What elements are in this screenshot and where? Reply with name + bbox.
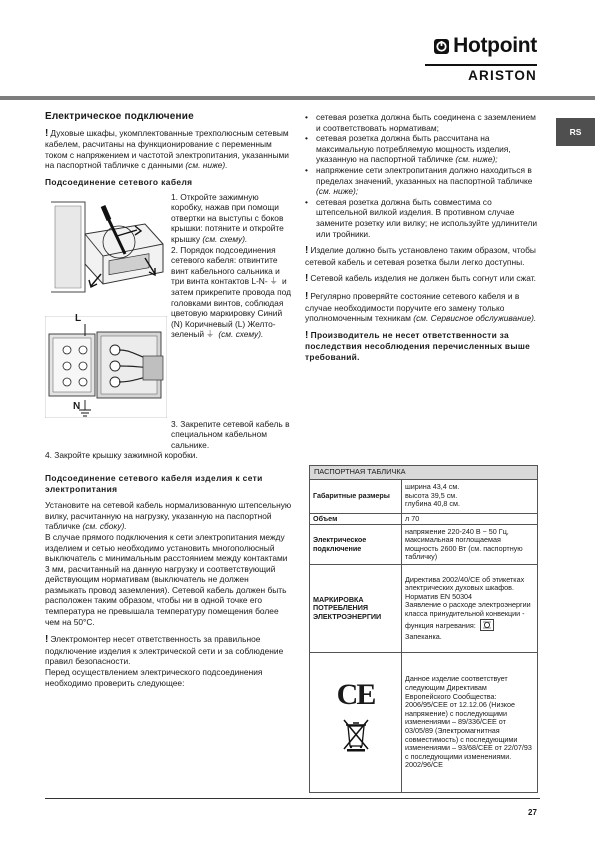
- cable-steps-text: [171, 192, 292, 340]
- figure-label-n: N: [73, 400, 81, 412]
- brand-sub: ARISTON: [425, 64, 537, 83]
- check-paragraph: Перед осуществлением электрического подсоединения необходимо проверить следующее:: [45, 667, 263, 688]
- notice-bent: ! Сетевой кабель изделия не должен быть согнут или сжат.: [305, 273, 536, 285]
- subsection-title-mains: Подсоединение сетевого кабеля изделия к сети электропитания: [45, 472, 263, 494]
- footer-rule: [45, 798, 540, 799]
- brand-name: Hotpoint: [453, 34, 537, 57]
- check-list: [305, 112, 538, 239]
- warning-mark-icon: !: [45, 127, 49, 139]
- warning-mark-icon: !: [305, 273, 309, 285]
- intro-paragraph: ! Духовые шкафы, укомплектованные трехполюсным сетевым кабелем, расчитаны на функционирование с переменным током с напряжением и частотой электропитания, указанными на паспортной табличке с данными (см. ниже).: [45, 127, 289, 171]
- electrician-paragraph: ! Электромонтер несет ответственность за правильное подключение изделия к электрической сети и за соблюдение правил безопасности.: [45, 634, 284, 667]
- section-title: Електрическое подключение: [45, 111, 194, 122]
- terminal-box-figure: [45, 194, 167, 300]
- warning-mark-icon: !: [305, 329, 309, 341]
- warning-mark-icon: !: [305, 245, 309, 257]
- table-row: Электрическое подключение напряжение 220-240 В ~ 50 Гц, максимальная поглощаемая мощность 2600 Вт (см. паспортную табличку): [310, 525, 538, 565]
- left-column: [45, 112, 292, 688]
- figure-row: [45, 192, 292, 429]
- table-row: CE Данное изделие соответствует следующим Директивам Европейского Сообщества: 2006/95/CEE от 12.12.06 (Низкое напряжение) с последующими изменениями – 89/336/CEE от 03/05/89 (Электромагнитная совместимость) с последующими изменениями – 93/68/CEE от 22/07/93 с последующими изменениями. 2002/96/CE: [310, 653, 538, 793]
- wiring-diagram-figure: [45, 312, 167, 418]
- convection-oven-icon: [480, 619, 494, 634]
- table-row: МАРКИРОВКА ПОТРЕБЛЕНИЯ ЭЛЕКТРОЭНЕРГИИ Директива 2002/40/CE об этикетках электрических духовых шкафов. Норматив EN 50304 Заявление о расходе электроэнергии класса принудительной конвекции - функция нагревания: Запеканка.: [310, 565, 538, 653]
- brand-logo: [425, 34, 537, 83]
- notice-check: ! Регулярно проверяйте состояние сетевого кабеля и в случае необходимости поручите его замену только уполномоченным техникам (см. Сервисное обслуживание).: [305, 290, 537, 324]
- language-tab: RS: [556, 118, 595, 146]
- ground-symbol-icon: ⏚: [269, 276, 278, 287]
- switch-paragraph: В случае прямого подключения к сети электропитания между изделием и сетью необходимо установить многополюсный выключатель с минимальным расстоянием между контактами 3 мм, расчитанный на данную нагрузку и соответствующий действующим нормативам (выключатель не должен размыкать провод заземления). Сетевой кабель должен быть расположен таким образом, чтобы ни в одной точке его температура не превышала температуру помещения более чем на 50°С.: [45, 531, 288, 627]
- step-2: 2. Порядок подсоединения сетевого кабеля: отвинтите винт кабельного сальника и три винта контактов L-N- ⏚ и затем прикрепите провода под головками винтов, соблюдая цветовую маркировку Синий (N) Коричневый (L) Желто-зеленый ⏚ (см. схему).: [171, 244, 292, 340]
- list-item: • напряжение сети электропитания должно находиться в пределах значений, указанных на паспортной табличке (см. ниже);: [305, 165, 538, 197]
- header-rule: [0, 96, 595, 100]
- rating-plate-table: [309, 465, 538, 793]
- table-title: ПАСПОРТНАЯ ТАБЛИЧКА: [310, 466, 538, 480]
- list-item: • сетевая розетка должна быть совместима со штепсельной вилкой изделия. В противном случае замените розетку или вилку; не используйте удлинители или тройники.: [305, 197, 538, 239]
- notice-liability: ! Производитель не несет ответственности за последствия несоблюдения перечисленных выше требований.: [305, 329, 531, 362]
- weee-bin-icon: [313, 718, 398, 755]
- list-item: • сетевая розетка должна быть соединена с заземлением и соответствовать нормативам;: [305, 112, 538, 133]
- table-row: Объем л 70: [310, 513, 538, 525]
- hotpoint-mark-icon: [434, 39, 449, 54]
- subsection-title-cable: Подсоединение сетевого кабеля: [45, 176, 193, 187]
- step-3: 3. Закрепите сетевой кабель в специальном кабельном сальнике.: [171, 418, 290, 450]
- step-4: 4. Закройте крышку зажимной коробки.: [45, 450, 198, 461]
- ground-symbol-icon: ⏚: [205, 329, 215, 340]
- right-column: [305, 112, 538, 362]
- figure-label-l: L: [75, 312, 82, 324]
- list-item: • сетевая розетка должна быть рассчитана на максимальную потребляемую мощность изделия, указанную на паспортной табличке (см. ниже);: [305, 133, 538, 165]
- warning-mark-icon: !: [45, 634, 49, 646]
- warning-mark-icon: !: [305, 290, 309, 302]
- ce-mark-icon: CE: [336, 678, 375, 712]
- page-number: 27: [528, 808, 537, 817]
- step-1: 1. Откройте зажимную коробку, нажав при помощи отвертки на выступы с боков крышки: потяните и откройте крышку (см. схему).: [171, 191, 284, 244]
- notice-accessible: ! Изделие должно быть установлено таким образом, чтобы сетевой кабель и сетевая розетка были легко доступны.: [305, 245, 536, 267]
- plug-paragraph: Установите на сетевой кабель нормализованную штепсельную вилку, расчитанную на нагрузку, указанную на паспортной табличке (см. сбоку).: [45, 500, 292, 532]
- table-row: Габаритные размеры ширина 43,4 см. высота 39,5 см. глубина 40,8 см.: [310, 479, 538, 513]
